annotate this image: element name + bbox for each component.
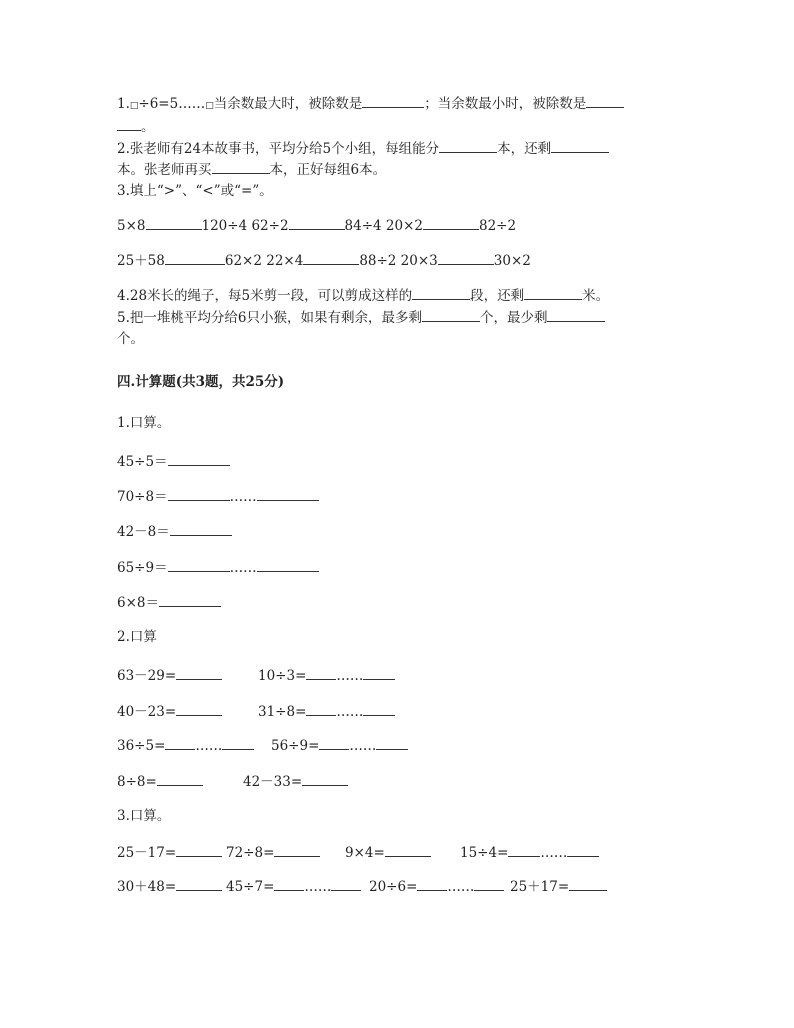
calc-row: 42－33= [243, 772, 348, 791]
answer-blank[interactable] [168, 558, 230, 572]
answer-blank[interactable] [176, 877, 222, 891]
answer-blank[interactable] [274, 877, 304, 891]
answer-blank[interactable] [412, 286, 470, 300]
answer-blank[interactable] [176, 843, 222, 857]
answer-blank[interactable] [319, 736, 349, 750]
section-heading: 四.计算题(共3题，共25分) [117, 374, 285, 390]
answer-blank[interactable] [117, 117, 141, 131]
part-2-title: 2.口算 [117, 629, 157, 645]
answer-blank[interactable] [176, 666, 222, 680]
answer-blank[interactable] [363, 702, 395, 716]
answer-blank[interactable] [303, 251, 359, 265]
answer-blank[interactable] [423, 216, 479, 230]
answer-blank[interactable] [474, 877, 504, 891]
calc-row: 31÷8= …… [258, 702, 395, 721]
calc-row: 45÷7= …… [226, 877, 361, 896]
answer-blank[interactable] [547, 308, 605, 322]
question-5: 5.把一堆桃平均分给6只小猴，如果有剩余，最多剩 个，最少剩 [117, 308, 605, 327]
compare-row-1: 5×8 120÷4 62÷2 84÷4 20×2 82÷2 [117, 218, 517, 234]
answer-blank[interactable] [439, 139, 497, 153]
answer-blank[interactable] [257, 487, 319, 501]
answer-blank[interactable] [176, 702, 222, 716]
answer-blank[interactable] [157, 772, 203, 786]
question-5-cont: 个。 [117, 331, 144, 347]
answer-blank[interactable] [306, 702, 336, 716]
calc-item: 45÷5＝ [117, 452, 230, 471]
answer-blank[interactable] [306, 666, 336, 680]
answer-blank[interactable] [257, 558, 319, 572]
answer-blank[interactable] [168, 452, 230, 466]
question-4: 4.28米长的绳子，每5米剪一段，可以剪成这样的 段，还剩 米。 [117, 288, 610, 304]
question-1: 1.□÷6=5……□当余数最大时，被除数是 ；当余数最小时，被除数是 [117, 94, 624, 115]
calc-row: 36÷5= …… [117, 736, 254, 755]
answer-blank[interactable] [438, 251, 494, 265]
answer-blank[interactable] [376, 736, 408, 750]
answer-blank[interactable] [212, 160, 270, 174]
answer-blank[interactable] [165, 251, 225, 265]
calc-row: 20÷6= …… [369, 877, 504, 896]
answer-blank[interactable] [569, 877, 607, 891]
calc-row: 56÷9= …… [271, 736, 408, 755]
calc-row: 9×4= [345, 843, 431, 862]
answer-blank[interactable] [551, 139, 609, 153]
answer-blank[interactable] [170, 522, 232, 536]
answer-blank[interactable] [586, 94, 624, 108]
question-2-cont: 本。张老师再买 本，正好每组6本。 [117, 162, 387, 178]
question-3-title: 3.填上“>”、“<”或“=”。 [117, 183, 273, 199]
calc-item: 6×8＝ [117, 593, 221, 612]
answer-blank[interactable] [159, 593, 221, 607]
answer-blank[interactable] [289, 216, 345, 230]
answer-blank[interactable] [508, 843, 540, 857]
answer-blank[interactable] [146, 216, 202, 230]
calc-row: 15÷4= …… [460, 843, 599, 862]
calc-row: 8÷8= [117, 772, 203, 791]
compare-row-2: 25＋58 62×2 22×4 88÷2 20×3 30×2 [117, 253, 531, 269]
calc-row: 40－23= [117, 702, 222, 721]
answer-blank[interactable] [422, 308, 480, 322]
answer-blank[interactable] [222, 736, 254, 750]
part-3-title: 3.口算。 [117, 808, 171, 824]
answer-blank[interactable] [524, 286, 582, 300]
square-icon: □ [129, 101, 139, 111]
calc-row: 30＋48= [117, 877, 222, 896]
calc-item: 65÷9＝ …… [117, 558, 319, 577]
part-1-title: 1.口算。 [117, 415, 171, 431]
calc-row: 25－17= [117, 843, 222, 862]
answer-blank[interactable] [567, 843, 599, 857]
calc-item: 70÷8＝ …… [117, 487, 319, 506]
answer-blank[interactable] [363, 666, 395, 680]
calc-item: 42－8＝ [117, 522, 232, 541]
answer-blank[interactable] [168, 487, 230, 501]
answer-blank[interactable] [274, 843, 320, 857]
calc-row: 25＋17= [510, 877, 607, 896]
answer-blank[interactable] [165, 736, 195, 750]
square-icon: □ [205, 101, 214, 111]
calc-row: 10÷3= …… [258, 666, 395, 685]
question-2: 2.张老师有24本故事书，平均分给5个小组，每组能分 本，还剩 [117, 139, 609, 158]
answer-blank[interactable] [331, 877, 361, 891]
answer-blank[interactable] [302, 772, 348, 786]
answer-blank[interactable] [385, 843, 431, 857]
question-1-cont: 。 [117, 117, 155, 136]
answer-blank[interactable] [417, 877, 447, 891]
calc-row: 63－29= [117, 666, 222, 685]
calc-row: 72÷8= [226, 843, 320, 862]
answer-blank[interactable] [362, 94, 424, 108]
